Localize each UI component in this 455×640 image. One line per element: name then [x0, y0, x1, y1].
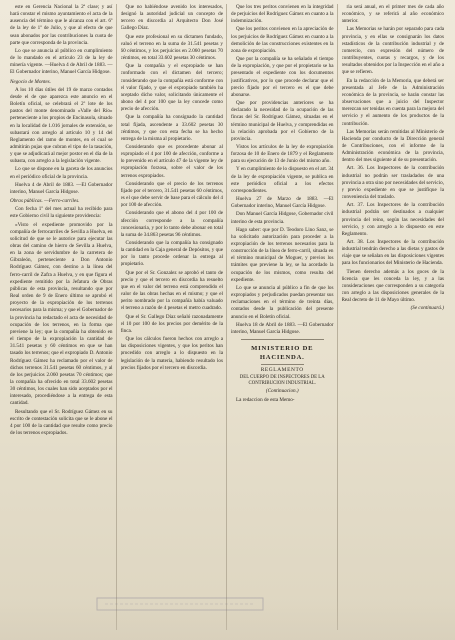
column-4-paragraphs — [342, 4, 445, 304]
regulation-title: REGLAMENTO — [260, 367, 304, 374]
paragraph: A los 10 días útiles del 19 de marzo contados desde el de que aparezca este anuncio en el Boletín oficial, se celebrará el 2º lote de los pastos del monte denominado «Valle del Río» perteneciente a los propios de Encinasola, situado en la localidad de 1.016 jornales de extensión, se subastará con arreglo al artículo 10 y 14 del Reglamento del ramo de montes, en el cual se admitirán pujas que cubran el tipo de la tasación, y que se adjudicará al mejor postor en el día de la subasta, con arreglo a la legislación vigente. — [10, 86, 113, 165]
paragraph: este en Gerencia Nacional la 2ª clase; y así hará constar el mismo ayuntamiento el acta de la ausencia del término que le alcanza con el art. 6º de la ley de 1º de Julio, y que al efecto de que sean abonados por las contribuciones la cuota de parte que corresponda de la provincia. — [10, 4, 113, 46]
paragraph: Que los tres peritos convienen en la integridad de perjuicios del Rodríguez Gámez en cuanto a la indemnización. — [231, 4, 334, 25]
paragraph: Que los peritos convienen en la apreciación de los perjuicios de Rodríguez Gámez en cuanto a la demolición de las construcciones existentes en la zona de expropiación. — [231, 26, 334, 54]
column-4 — [342, 4, 448, 630]
paragraph: Lo que se anuncia al público en cumplimiento de lo mandado en el artículo 23 de la ley de minería vigente. —Huelva 4 de Abril de 1883. —El Gobernador interino, Manuel García Hidgose. — [10, 47, 113, 76]
paragraph: Art. 37. Los Inspectores de la contribución industrial podrán ser destinados a cualquier provincia del reino, según las necesidades del servicio, y con arreglo a lo dispuesto en este Reglamento. — [341, 202, 444, 237]
paragraph: Lo que se anuncia al público a fin de que los expropiados y perjudicados puedan presentar sus reclamaciones en el término de treinta días, contados desde la publicación del presente anuncio en el Boletín oficial. — [231, 284, 334, 320]
paragraph: Que por la compañía se ha señalado el tiempo de la expropiación, y que por el propietario se ha presentado el expediente con los documentos justificativos, por lo que procede declarar que el precio fijado por el tercero es el que debe abonarse. — [231, 56, 334, 98]
paragraph: «Visto el expediente promovido por la compañía de ferrocarriles de Sevilla a Huelva, en solicitud de que se le autorice para ejecutar las obras del camino de hierro de Sevilla a Huelva, en la zona de servidumbre de la carretera de Gibraleón, perteneciente a Don Antonio Rodríguez Gámez, con destino a la línea del ferro-carril de Zafra a Huelva, y en que figura el expediente remitido por la Jefatura de Obras públicas de esta provincia, resultando que por Real orden de 9 de Enero último se aprobó el proyecto de la expropiación de los terrenos necesarios para la misma; y que el Gobernador de la provincia ha redactado el acta de necesidad de ocupación de los terrenos, en la forma que previene la ley; que la compañía ha obtenido en el tiempo de la expropiación la cantidad de 31.541 pesetas y 60 céntimos en que se han tasado los terrenos; que el expropiado D. Antonio Rodríguez Gámez ha reclamado por el valor de dichos terrenos 31.541 pesetas 60 céntimos, y al de los perjuicios 2.060 pesetas 70 céntimos; que la compañía ha ofrecido en total 33.602 pesetas 30 céntimos, los cuales han sido aceptados por el interesado, procediéndose a la entrega de esta cantidad. — [10, 221, 113, 407]
paragraph: Tienen derecho además a los goces de la licencia que les conceda la ley, y a las consideraciones que corresponden a su categoría con arreglo a las disposiciones generales de la Real decreto de 11 de Mayo último. — [341, 268, 444, 304]
column-3 — [231, 4, 338, 630]
paragraph: Que por providencias anteriores se ha declarado la necesidad de la ocupación de las fincas del Sr. Rodríguez Gámez, situadas en el término municipal de Huelva, y comprendidas en la relación aprobada por el Gobierno de la provincia. — [231, 100, 334, 142]
paragraph: Considerando que el precio de los terrenos fijado por el tercero, 31.541 pesetas 60 céntimos, es el que debe servir de base para el cálculo del 4 por 100 de afección. — [120, 180, 223, 209]
paragraph: Con fecha 1º del mes actual ha recibido para este Gobierno civil la siguiente providencia: — [10, 206, 113, 220]
paragraph: Que la compañía ha consignado la cantidad total fijada, ascendente a 33.602 pesetas 30 céntimos, y que con esta fecha se ha hecho entrega de la misma al propietario. — [120, 114, 223, 142]
ministry-heading: MINISTERIO DE HACIENDA. — [251, 345, 314, 362]
paragraph: Considerando que es procedente abonar al expropiado el 4 por 100 de afección, conforme a lo prevenido en el artículo 47 de la vigente ley de expropiación forzosa, sobre el valor de los terrenos expropiados. — [120, 143, 223, 179]
paragraph: Don Manuel García Hidgose, Gobernador civil interino de esta provincia. — [231, 211, 334, 225]
continuation-note: (Continuacion.) — [265, 388, 299, 395]
paragraph: Que no habiéndose avenido los interesados, designó la autoridad judicial un concepto de tercero en discordia al Arquitecto Don José Gallego Díaz. — [120, 4, 223, 32]
paragraph: Las Memorias se harán por separado para cada provincia, y en ellas se consignarán los datos estadísticos de la contribución industrial y de comercio, con expresión del número de contribuyentes, cuotas y recargos, y de los resultados obtenidos por la Inspección en el año a que se refieren. — [341, 26, 444, 76]
paragraph: Que el Sr. Gallego Díaz señaló razonadamente el 10 por 100 de los precios por demérito de la finca. — [120, 313, 223, 334]
column-3-paragraphs — [231, 4, 334, 336]
paragraph: ria será anual, en el primer mes de cada año económico, y se referirá al año económico anterior. — [341, 4, 444, 25]
column-1 — [10, 4, 117, 630]
paragraph: Que este profesional en su dictamen fundado, valuó el terreno en la suma de 31.541 pesetas y 60 céntimos, y los perjuicios en 2.060 pesetas 70 céntimos, en total 33.602 pesetas 30 céntimos. — [120, 33, 223, 62]
paragraph: Huelva 4 de Abril de 1883. —El Gobernador interino, Manuel García Hidgose. — [10, 181, 113, 195]
paragraph: Y en cumplimiento de lo dispuesto en el art. 34 de la ley de expropiación vigente, se publica en este periódico oficial a los efectos correspondientes. — [231, 166, 334, 194]
text-columns — [10, 4, 447, 630]
section-divider — [241, 339, 324, 340]
heading-divider — [261, 364, 304, 365]
paragraph: Vistos los artículos de la ley de expropiación forzosa de 10 de Enero de 1879 y el Reglamento para su ejecución de 13 de Junio del mismo año. — [231, 143, 334, 165]
column-2 — [121, 4, 228, 630]
paragraph: Huelva 18 de Abril de 1883. —El Gobernador interino, Manuel García Hidgose. — [231, 321, 334, 335]
paragraph: En la redacción de la Memoria, que deberá ser presentada al Jefe de la Administración económica de la provincia, se harán constar las observaciones que a juicio del Inspector merezcan ser tenidas en cuenta para la mejora del servicio y el aumento de los productos de la contribución. — [341, 77, 444, 127]
regulation-text-start: La redaccion de esta Memo- — [236, 396, 295, 403]
section-title: Obras públicas. —Ferro-carriles. — [10, 198, 80, 205]
paragraph: Resultando que el Sr. Rodríguez Gámez en su escrito de contestación solicita que se le abone el 4 por 100 de la cantidad que resulte como precio de los terrenos expropiados. — [10, 408, 113, 437]
paragraph: Huelva 27 de Marzo de 1883. —El Gobernador interino, Manuel García Hidgose. — [231, 196, 334, 210]
paragraph: Que la compañía y el expropiado se han conformado con el dictamen del tercero; considerando que la compañía está conforme con el valor fijado, y que el expropiado también ha aceptado dicho valor, solicitando únicamente el abono del 4 por 100 que la ley concede como precio de afección. — [120, 63, 223, 113]
paragraph: Considerando que el abono del 4 por 100 de afección corresponde a la compañía concesionaria, y por lo tanto debe abonar en total la suma de 34.863 pesetas 96 céntimos. — [120, 210, 223, 238]
paragraph: Hago saber: que por D. Teodoro Lino Sanz, se ha solicitado autorización para proceder a la expropiación de los terrenos necesarios para la construcción de la línea de ferro-carril, situada en el término municipal de Moguer, y previos los trámites que previene la ley, se ha acordado la ocupación de los mismos, como resulta del expediente. — [231, 226, 334, 283]
regulation-subtitle: DEL CUERPO DE INSPECTORES DE LA CONTRIBUCION INDUSTRIAL. — [239, 375, 325, 387]
paragraph: Lo que se dispone en la gaceta de los anuncios en el periódico oficial de la provincia. — [10, 166, 113, 180]
paragraph: Considerando que la compañía ha consignado la cantidad en la Caja general de Depósitos, y que por lo tanto procede ordenar la entrega al propietario. — [120, 240, 223, 268]
paragraph: Art. 36. Los Inspectores de la contribución industrial no podrán ser trasladados de una provincia a otra sino por necesidades del servicio, y previo expediente en que se justifique la conveniencia del traslado. — [341, 165, 444, 201]
paragraph: Que los cálculos fueron hechos con arreglo a las disposiciones vigentes, y que los peritos han procedido con arreglo a lo dispuesto en la legislación de la materia, habiendo resultado los precios fijados por el tercero en discordia. — [120, 336, 223, 371]
paragraph: Art. 38. Los Inspectores de la contribución industrial tendrán derecho a las dietas y gastos de viaje que se señalan en las disposiciones vigentes para los funcionarios del Ministerio de Hacienda. — [341, 239, 444, 267]
paragraph: Las Memorias serán remitidas al Ministerio de Hacienda por conducto de la Dirección general de Contribuciones, con el informe de la Administración económica de la provincia, dentro del mes siguiente al de su presentación. — [341, 128, 444, 164]
faded-stamp-mark — [95, 594, 265, 614]
section-title: Negocio de Montes. — [10, 78, 51, 85]
to-be-continued-note: (Se continuará.) — [410, 305, 444, 312]
paragraph: Que por el Sr. Gonzalez se aprobó el tanto de precio y que el tercero en discordia ha resuelto que en el valor del terreno está comprendido el valor de las obras hechas en el mismo; y que el perito nombrado por la compañía había valuado el terreno a razón de 4 pesetas el metro cuadrado. — [120, 269, 223, 312]
